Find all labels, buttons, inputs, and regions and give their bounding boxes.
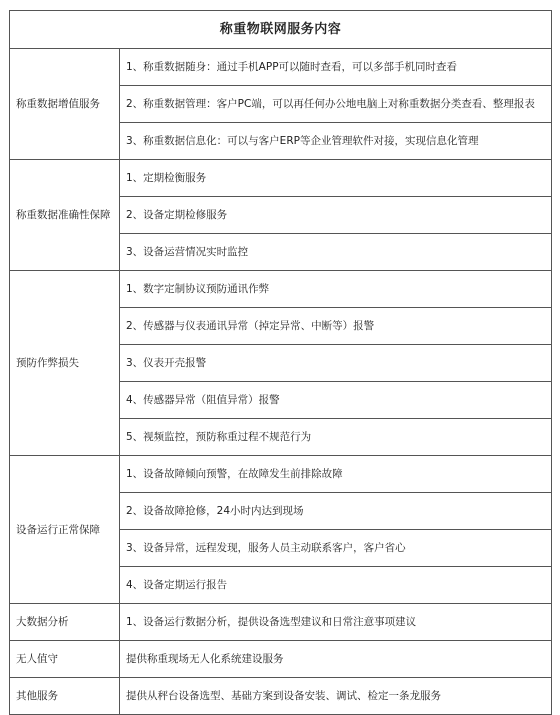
item-cell: 提供称重现场无人化系统建设服务 <box>120 641 552 678</box>
category-cell: 称重数据准确性保障 <box>10 160 120 271</box>
service-table <box>9 10 552 715</box>
table-row <box>10 271 552 308</box>
item-cell: 提供从秤台设备选型、基础方案到设备安装、调试、检定一条龙服务 <box>120 678 552 715</box>
table-row <box>10 456 552 493</box>
table-row <box>10 160 552 197</box>
category-cell: 其他服务 <box>10 678 120 715</box>
item-cell: 4、传感器异常（阻值异常）报警 <box>120 382 552 419</box>
item-cell: 2、设备故障抢修，24小时内达到现场 <box>120 493 552 530</box>
item-cell: 1、称重数据随身：通过手机APP可以随时查看，可以多部手机同时查看 <box>120 49 552 86</box>
table-row <box>10 641 552 678</box>
item-cell: 1、定期检衡服务 <box>120 160 552 197</box>
category-cell: 无人值守 <box>10 641 120 678</box>
category-cell: 设备运行正常保障 <box>10 456 120 604</box>
table-row <box>10 678 552 715</box>
service-table-container <box>9 10 551 715</box>
item-cell: 1、设备故障倾向预警，在故障发生前排除故障 <box>120 456 552 493</box>
item-cell: 4、设备定期运行报告 <box>120 567 552 604</box>
item-cell: 2、设备定期检修服务 <box>120 197 552 234</box>
item-cell: 1、数字定制协议预防通讯作弊 <box>120 271 552 308</box>
item-cell: 2、传感器与仪表通讯异常（掉定异常、中断等）报警 <box>120 308 552 345</box>
item-cell: 5、视频监控，预防称重过程不规范行为 <box>120 419 552 456</box>
item-cell: 3、设备运营情况实时监控 <box>120 234 552 271</box>
item-cell: 3、设备异常，远程发现，服务人员主动联系客户，客户省心 <box>120 530 552 567</box>
category-cell: 预防作弊损失 <box>10 271 120 456</box>
item-cell: 2、称重数据管理：客户PC端，可以再任何办公地电脑上对称重数据分类查看、整理报表 <box>120 86 552 123</box>
category-cell: 大数据分析 <box>10 604 120 641</box>
table-title: 称重物联网服务内容 <box>10 11 552 49</box>
item-cell: 1、设备运行数据分析，提供设备选型建议和日常注意事项建议 <box>120 604 552 641</box>
table-row <box>10 604 552 641</box>
table-header-row <box>10 11 552 49</box>
table-row <box>10 49 552 86</box>
category-cell: 称重数据增值服务 <box>10 49 120 160</box>
item-cell: 3、称重数据信息化：可以与客户ERP等企业管理软件对接，实现信息化管理 <box>120 123 552 160</box>
item-cell: 3、仪表开壳报警 <box>120 345 552 382</box>
